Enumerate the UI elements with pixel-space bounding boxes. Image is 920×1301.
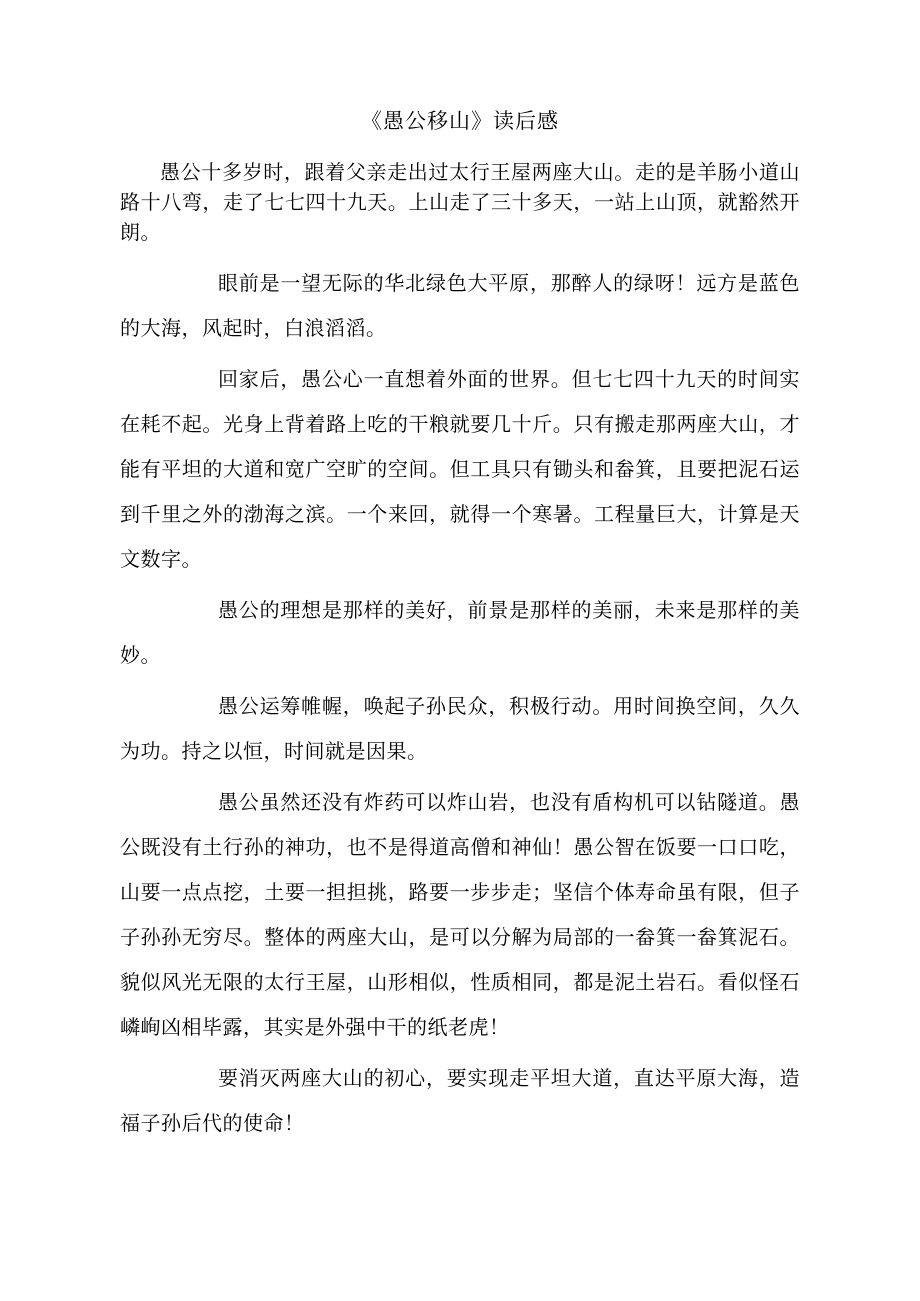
paragraph-1: 愚公十多岁时，跟着父亲走出过太行王屋两座大山。走的是羊肠小道山路十八弯，走了七七四十九天。上山走了三十多天，一站上山顶，就豁然开朗。 (120, 162, 800, 244)
paragraph-5: 愚公运筹帷幄，唤起子孙民众，积极行动。用时间换空间，久久为功。持之以恒，时间就是因果。 (120, 696, 800, 763)
paragraph-3: 回家后，愚公心一直想着外面的世界。但七七四十九天的时间实在耗不起。光身上背着路上吃的干粮就要几十斤。只有搬走那两座大山，才能有平坦的大道和宽广空旷的空间。但工具只有锄头和畚箕，且要把泥石运到千里之外的渤海之滨。一个来回，就得一个寒暑。工程量巨大，计算是天文数字。 (120, 369, 800, 571)
paragraph-7: 要消灭两座大山的初心，要实现走平坦大道，直达平原大海，造福子孙后代的使命！ (120, 1068, 800, 1135)
paragraph-6: 愚公虽然还没有炸药可以炸山岩，也没有盾构机可以钻隧道。愚公既没有土行孙的神功，也不是得道高僧和神仙！愚公智在饭要一口口吃，山要一点点挖，土要一担担挑，路要一步步走；坚信个体寿命虽有限，但子子孙孙无穷尽。整体的两座大山，是可以分解为局部的一畚箕一畚箕泥石。貌似风光无限的太行王屋，山形相似，性质相同，都是泥土岩石。看似怪石嶙峋凶相毕露，其实是外强中干的纸老虎！ (120, 792, 800, 1039)
document-title: 《愚公移山》读后感 (361, 109, 559, 133)
paragraph-2: 眼前是一望无际的华北绿色大平原，那醉人的绿呀！远方是蓝色的大海，风起时，白浪滔滔。 (120, 273, 800, 340)
paragraph-4: 愚公的理想是那样的美好，前景是那样的美丽，未来是那样的美妙。 (120, 600, 800, 667)
